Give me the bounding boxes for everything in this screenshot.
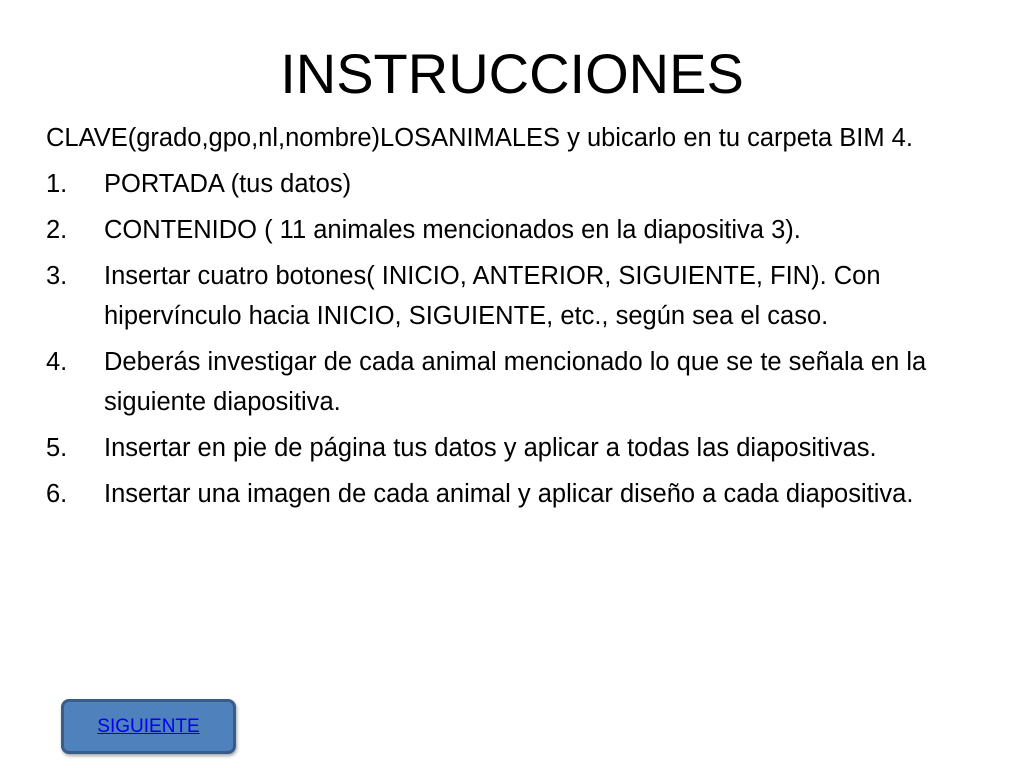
instructions-list bbox=[46, 164, 986, 514]
list-item-text: Insertar cuatro botones( INICIO, ANTERIOR, SIGUIENTE, FIN). Con hipervínculo hacia INICIO, SIGUIENTE, etc., según sea el caso. bbox=[104, 262, 881, 330]
slide-content bbox=[46, 118, 986, 520]
list-item-number: 5. bbox=[46, 434, 68, 462]
intro-text: CLAVE(grado,gpo,nl,nombre)LOSANIMALES y ubicarlo en tu carpeta BIM 4. bbox=[46, 124, 913, 152]
list-item-number: 1. bbox=[46, 170, 68, 198]
list-item-number: 6. bbox=[46, 480, 68, 508]
list-item-text: Deberás investigar de cada animal mencionado lo que se te señala en la siguiente diapositiva. bbox=[104, 348, 927, 416]
list-item bbox=[46, 256, 986, 336]
list-item-number: 3. bbox=[46, 262, 68, 290]
list-item bbox=[46, 210, 986, 250]
siguiente-link[interactable]: SIGUIENTE bbox=[97, 715, 200, 737]
slide-title: INSTRUCCIONES bbox=[280, 42, 744, 105]
list-item-number: 4. bbox=[46, 348, 68, 376]
list-item bbox=[46, 164, 986, 204]
siguiente-button[interactable] bbox=[61, 699, 236, 754]
list-item-text: CONTENIDO ( 11 animales mencionados en la diapositiva 3). bbox=[104, 216, 801, 244]
list-item-text: PORTADA (tus datos) bbox=[104, 170, 352, 198]
list-item-text: Insertar una imagen de cada animal y aplicar diseño a cada diapositiva. bbox=[104, 480, 914, 508]
list-item-text: Insertar en pie de página tus datos y aplicar a todas las diapositivas. bbox=[104, 434, 877, 462]
list-item-number: 2. bbox=[46, 216, 68, 244]
list-item bbox=[46, 428, 986, 468]
list-item bbox=[46, 342, 986, 422]
list-item bbox=[46, 474, 986, 514]
